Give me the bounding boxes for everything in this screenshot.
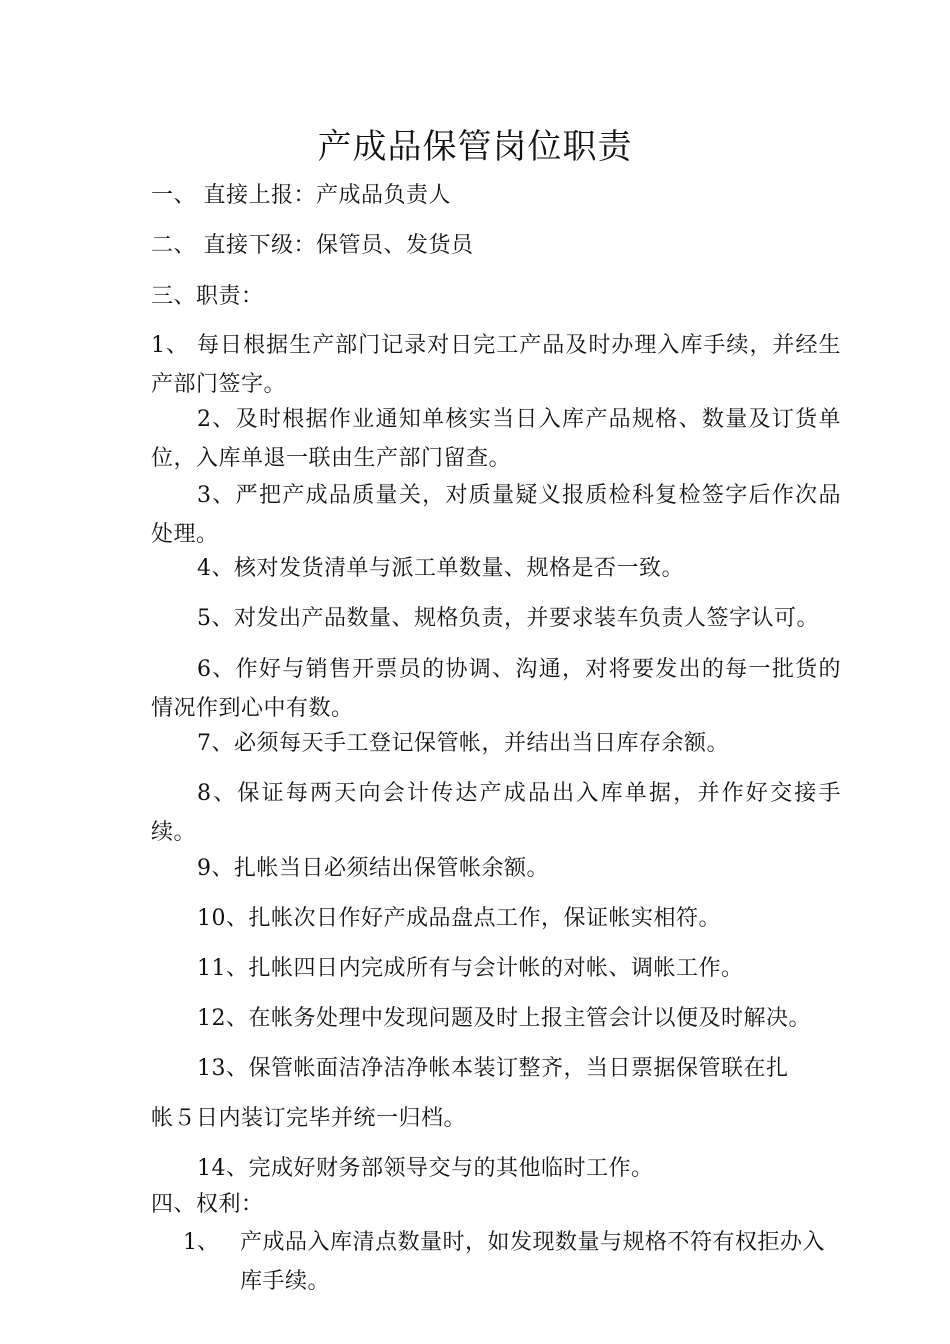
duty-item-9: 9、扎帐当日必须结出保管帐余额。 — [197, 856, 549, 881]
duty-item-14: 14、完成好财务部领导交与的其他临时工作。 — [197, 1156, 654, 1181]
section-rights-heading: 四、权利： — [151, 1192, 264, 1217]
duty-item-6: 6、作好与销售开票员的协调、沟通，对将要发出的每一批货的情况作到心中有数。 — [151, 657, 841, 721]
duty-item-3: 3、严把产成品质量关，对质量疑义报质检科复检签字后作次品处理。 — [151, 483, 841, 547]
rights-item-text: 产成品入库清点数量时，如发现数量与规格不符有权拒办入库手续。 — [240, 1230, 826, 1294]
duty-item-5: 5、对发出产品数量、规格负责，并要求装车负责人签字认可。 — [197, 606, 819, 631]
section-subordinates: 二、 直接下级：保管员、发货员 — [151, 233, 474, 258]
duty-item-7: 7、必须每天手工登记保管帐，并结出当日库存余额。 — [197, 731, 729, 756]
duty-item-1: 1、 每日根据生产部门记录对日完工产品及时办理入库手续，并经生产部门签字。 — [151, 333, 841, 397]
section-report-to: 一、 直接上报：产成品负责人 — [151, 183, 451, 208]
duty-item-11: 11、扎帐四日内完成所有与会计帐的对帐、调帐工作。 — [197, 956, 744, 981]
duty-item-8: 8、保证每两天向会计传达产成品出入库单据，并作好交接手续。 — [151, 781, 841, 845]
duty-item-13: 13、保管帐面洁净洁净帐本装订整齐，当日票据保管联在扎 — [197, 1056, 789, 1081]
duty-item-2: 2、及时根据作业通知单核实当日入库产品规格、数量及订货单位，入库单退一联由生产部门留查。 — [151, 407, 841, 471]
duty-item-10: 10、扎帐次日作好产成品盘点工作，保证帐实相符。 — [197, 906, 721, 931]
rights-item-number: 1、 — [183, 1230, 219, 1255]
duty-item-4: 4、核对发货清单与派工单数量、规格是否一致。 — [197, 556, 684, 581]
section-duties-heading: 三、职责： — [151, 284, 264, 309]
page-title: 产成品保管岗位职责 — [317, 127, 633, 167]
duty-item-13-continued: 帐５日内装订完毕并统一归档。 — [151, 1106, 467, 1131]
duty-item-12: 12、在帐务处理中发现问题及时上报主管会计以便及时解决。 — [197, 1006, 811, 1031]
